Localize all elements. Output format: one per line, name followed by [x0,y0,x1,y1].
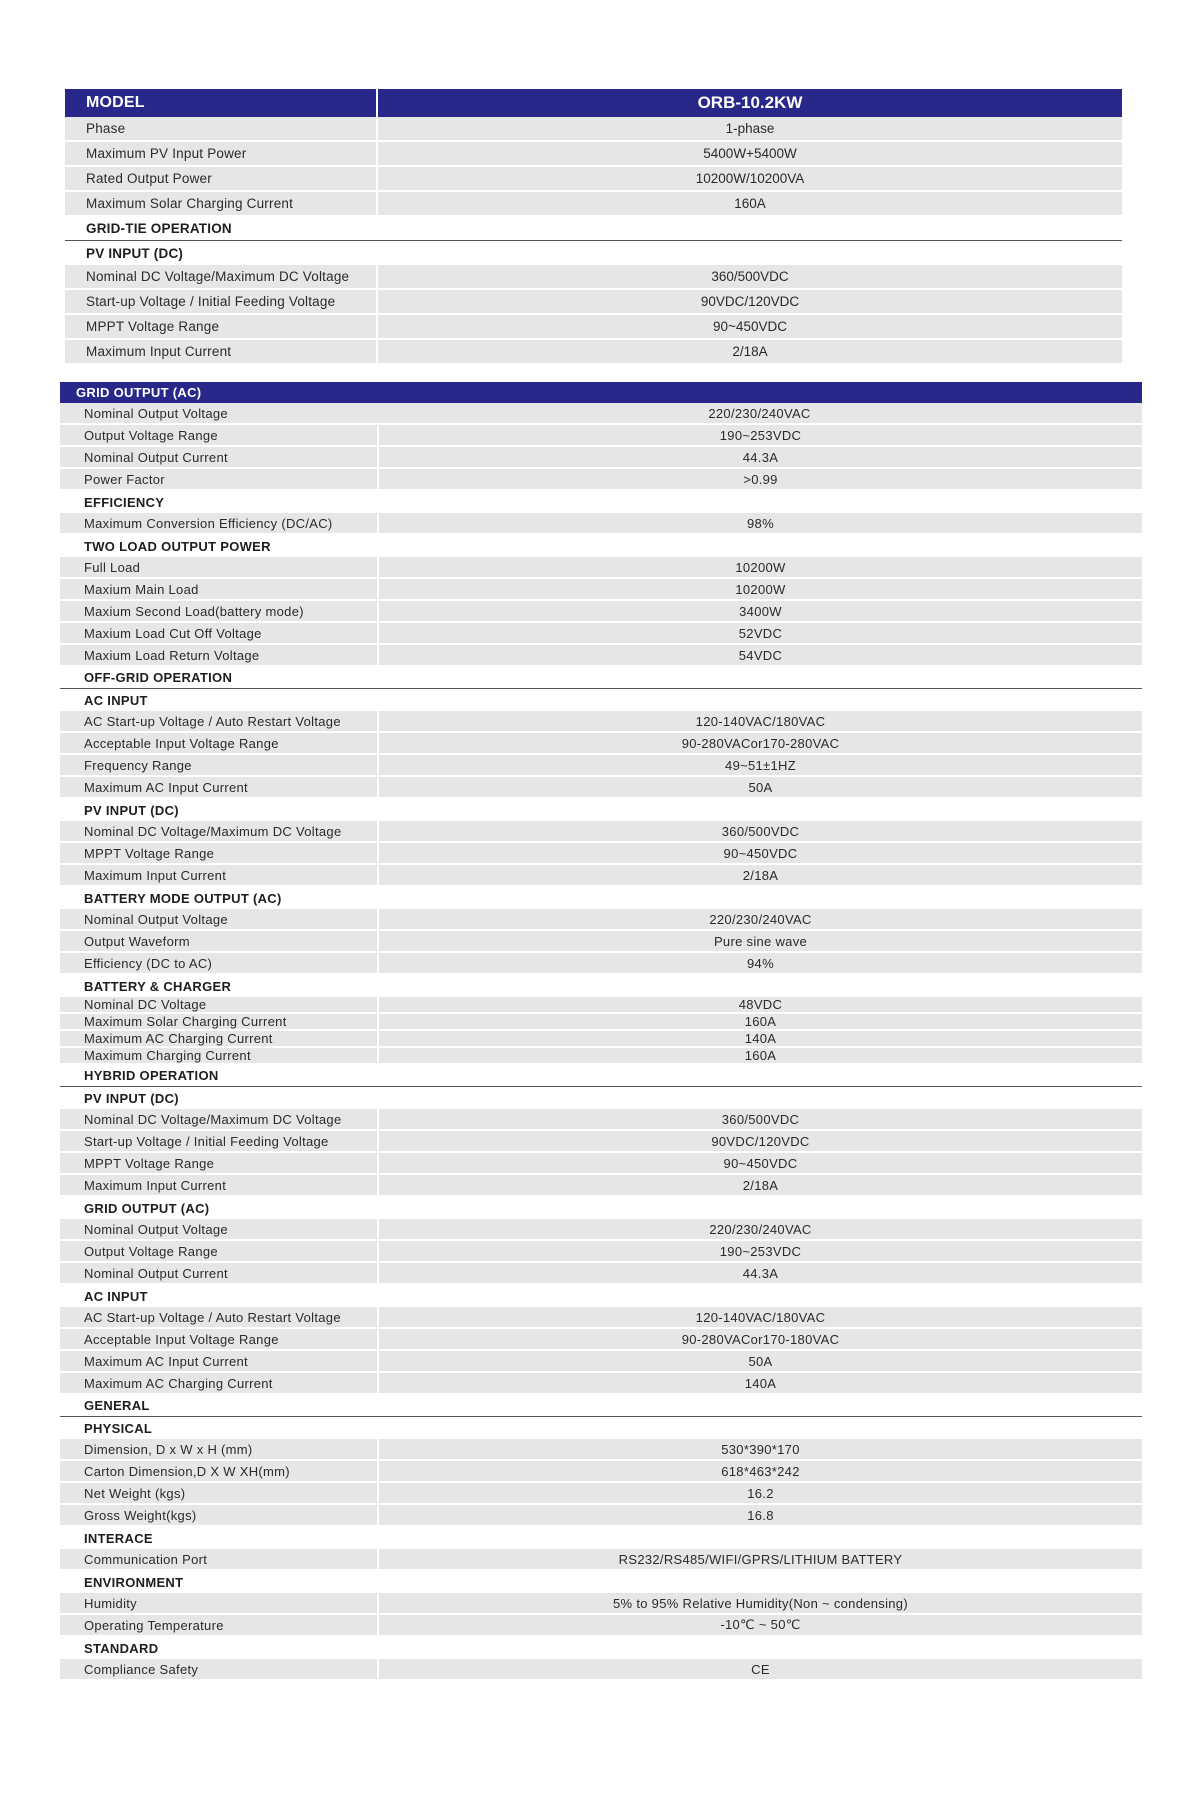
spec-value: 5% to 95% Relative Humidity(Non ~ condensing) [377,1593,1142,1613]
spec-row [60,1031,1142,1048]
spec-label: Maximum AC Charging Current [84,1031,273,1046]
spec-label: MPPT Voltage Range [84,1155,215,1171]
spec-value: 54VDC [377,645,1142,665]
spec-value: 220/230/240VAC [377,909,1142,929]
spec-label: Maxium Load Cut Off Voltage [84,625,262,641]
section-label: HYBRID OPERATION [84,1068,219,1083]
section-heading-pv-input-dc [60,799,1142,821]
spec-label: Nominal Output Current [84,1265,228,1281]
spec-row [60,755,1142,777]
spec-row [60,1373,1142,1395]
spec-label: Nominal Output Voltage [84,1221,228,1237]
section-label: OFF-GRID OPERATION [84,670,233,685]
spec-value: 5400W+5400W [376,142,1122,165]
spec-value: 618*463*242 [377,1461,1142,1481]
section-label: AC INPUT [84,1288,148,1304]
spec-value: >0.99 [377,469,1142,489]
spec-row [60,1439,1142,1461]
spec-label: Humidity [84,1595,137,1611]
spec-value: 10200W/10200VA [376,167,1122,190]
spec-label: Maxium Main Load [84,581,199,597]
spec-row [60,601,1142,623]
spec-row [60,623,1142,645]
spec-row [60,557,1142,579]
spec-label: Carton Dimension,D X W XH(mm) [84,1463,290,1479]
spec-label: AC Start-up Voltage / Auto Restart Voltage [84,1309,341,1325]
spec-label: Net Weight (kgs) [84,1485,186,1501]
section-label: EFFICIENCY [84,494,165,510]
spec-value: 220/230/240VAC [377,1219,1142,1239]
spec-table-operation [60,382,1142,1681]
spec-value: Pure sine wave [377,931,1142,951]
spec-row [65,167,1122,192]
spec-value: 3400W [377,601,1142,621]
spec-label: Maximum Solar Charging Current [84,1014,287,1029]
spec-value: 94% [377,953,1142,973]
spec-label: Nominal Output Voltage [84,405,228,421]
spec-row [60,1329,1142,1351]
spec-label: Communication Port [84,1551,208,1567]
spec-row [65,117,1122,142]
spec-label: MPPT Voltage Range [86,319,220,334]
section-label: PV INPUT (DC) [84,802,179,818]
spec-table-model [65,89,1122,365]
spec-row [60,777,1142,799]
spec-label: Maximum Input Current [84,1177,227,1193]
spec-label: AC Start-up Voltage / Auto Restart Voltage [84,713,341,729]
spec-value: 360/500VDC [377,821,1142,841]
spec-value: 2/18A [377,865,1142,885]
spec-label: Frequency Range [84,757,192,773]
section-label: GRID-TIE OPERATION [86,221,232,236]
spec-value: 120-140VAC/180VAC [377,711,1142,731]
spec-label: Maxium Second Load(battery mode) [84,603,304,619]
spec-label: Power Factor [84,471,165,487]
spec-value: 16.2 [377,1483,1142,1503]
spec-label: Output Voltage Range [84,1243,218,1259]
spec-value: 50A [377,1351,1142,1371]
section-heading-battery-mode-output-ac [60,887,1142,909]
spec-row [60,1153,1142,1175]
spec-label: Full Load [84,559,141,575]
spec-row [60,1219,1142,1241]
spec-value: 160A [377,1048,1142,1063]
spec-row [60,1048,1142,1065]
spec-value: 190~253VDC [377,425,1142,445]
spec-label: Phase [86,121,126,136]
spec-row [60,447,1142,469]
spec-label: Gross Weight(kgs) [84,1507,197,1523]
spec-row [60,1549,1142,1571]
spec-row [60,403,1142,425]
spec-value: 16.8 [377,1505,1142,1525]
spec-value: 190~253VDC [377,1241,1142,1261]
spec-label: Nominal Output Current [84,449,228,465]
spec-row [65,290,1122,315]
spec-value: 44.3A [377,447,1142,467]
spec-row [60,1241,1142,1263]
spec-value: 98% [377,513,1142,533]
section-heading-interace [60,1527,1142,1549]
spec-row [60,1175,1142,1197]
spec-value: 220/230/240VAC [708,405,811,421]
spec-value: 44.3A [377,1263,1142,1283]
section-label: PV INPUT (DC) [86,245,184,261]
spec-label: Start-up Voltage / Initial Feeding Voltage [86,294,336,309]
spec-row [65,142,1122,167]
spec-value: CE [377,1659,1142,1679]
section-label: INTERACE [84,1530,153,1546]
spec-row [60,579,1142,601]
spec-label: Maximum AC Charging Current [84,1375,273,1391]
spec-value: 90~450VDC [377,843,1142,863]
spec-row [60,1109,1142,1131]
spec-label: Output Voltage Range [84,427,218,443]
spec-label: Nominal DC Voltage [84,997,207,1012]
section-label: GENERAL [84,1398,150,1413]
spec-row [60,1351,1142,1373]
spec-label: Maximum Charging Current [84,1048,251,1063]
spec-label: Maximum Input Current [86,344,232,359]
spec-label: Maximum PV Input Power [86,146,247,161]
spec-value: 530*390*170 [377,1439,1142,1459]
spec-row [60,909,1142,931]
section-label: BATTERY & CHARGER [84,978,232,994]
spec-label: Maxium Load Return Voltage [84,647,260,663]
spec-label: Maximum Conversion Efficiency (DC/AC) [84,515,333,531]
spec-value: 48VDC [377,997,1142,1012]
section-label: STANDARD [84,1640,159,1656]
section-heading-grid-output-ac [60,1197,1142,1219]
spec-value: 140A [377,1031,1142,1046]
spec-value: 360/500VDC [377,1109,1142,1129]
spec-label: Maximum Input Current [84,867,227,883]
section-label: BATTERY MODE OUTPUT (AC) [84,890,282,906]
spec-row [60,821,1142,843]
spec-label: MPPT Voltage Range [84,845,215,861]
spec-row [60,953,1142,975]
section-heading-ac-input [60,689,1142,711]
table-header [65,89,1122,117]
spec-label: Rated Output Power [86,171,212,186]
spec-label: Nominal DC Voltage/Maximum DC Voltage [86,269,350,284]
spec-label: Efficiency (DC to AC) [84,955,213,971]
spec-value: 90-280VACor170-280VAC [377,733,1142,753]
section-heading-pv-input-dc [65,241,1122,265]
spec-row [60,1263,1142,1285]
section-label: ENVIRONMENT [84,1574,184,1590]
section-heading-battery-charger [60,975,1142,997]
header-label: GRID OUTPUT (AC) [76,385,202,400]
spec-row [60,1131,1142,1153]
spec-value: 90VDC/120VDC [376,290,1122,313]
spec-value: 1-phase [376,117,1122,140]
spec-value: 360/500VDC [376,265,1122,288]
header-model-value: ORB-10.2KW [376,89,1122,117]
spec-label: Maximum AC Input Current [84,779,248,795]
section-heading-pv-input-dc [60,1087,1142,1109]
spec-value: 140A [377,1373,1142,1393]
spec-value: 10200W [377,557,1142,577]
spec-value: 160A [377,1014,1142,1029]
section-heading-environment [60,1571,1142,1593]
spec-label: Dimension, D x W x H (mm) [84,1441,253,1457]
section-heading-two-load-output-power [60,535,1142,557]
spec-value: 2/18A [376,340,1122,363]
spec-row [65,192,1122,217]
section-heading-standard [60,1637,1142,1659]
spec-label: Start-up Voltage / Initial Feeding Voltage [84,1133,329,1149]
section-heading-off-grid-operation [60,667,1142,689]
spec-row [60,1593,1142,1615]
spec-row [60,513,1142,535]
section-heading-hybrid-operation [60,1065,1142,1087]
spec-label: Maximum AC Input Current [84,1353,248,1369]
spec-value: 2/18A [377,1175,1142,1195]
spec-row [60,1615,1142,1637]
spec-label: Operating Temperature [84,1617,224,1633]
spec-label: Maximum Solar Charging Current [86,196,294,211]
table-header [60,382,1142,403]
spec-row [60,1461,1142,1483]
section-heading-physical [60,1417,1142,1439]
section-label: PHYSICAL [84,1420,153,1436]
spec-label: Nominal DC Voltage/Maximum DC Voltage [84,1111,342,1127]
spec-value: 160A [376,192,1122,215]
spec-value: 90VDC/120VDC [377,1131,1142,1151]
spec-row [65,340,1122,365]
spec-row [60,711,1142,733]
spec-label: Acceptable Input Voltage Range [84,1331,279,1347]
spec-value: 10200W [377,579,1142,599]
spec-row [60,733,1142,755]
spec-value: 50A [377,777,1142,797]
spec-row [65,315,1122,340]
spec-row [60,843,1142,865]
spec-label: Nominal DC Voltage/Maximum DC Voltage [84,823,342,839]
header-label: MODEL [86,94,145,111]
spec-label: Nominal Output Voltage [84,911,228,927]
section-label: PV INPUT (DC) [84,1090,179,1106]
spec-row [60,1014,1142,1031]
spec-label: Acceptable Input Voltage Range [84,735,279,751]
spec-row [60,865,1142,887]
spec-value: 52VDC [377,623,1142,643]
section-heading-ac-input [60,1285,1142,1307]
spec-row [60,1659,1142,1681]
spec-value: 90-280VACor170-180VAC [377,1329,1142,1349]
spec-row [60,469,1142,491]
spec-value: RS232/RS485/WIFI/GPRS/LITHIUM BATTERY [377,1549,1142,1569]
section-heading-grid-tie-operation [65,217,1122,241]
spec-row [60,1307,1142,1329]
section-label: GRID OUTPUT (AC) [84,1200,210,1216]
spec-value: 49~51±1HZ [377,755,1142,775]
section-heading-general [60,1395,1142,1417]
spec-value: -10℃ ~ 50℃ [377,1615,1142,1635]
spec-row [65,265,1122,290]
spec-label: Compliance Safety [84,1661,199,1677]
spec-row [60,997,1142,1014]
spec-value: 90~450VDC [377,1153,1142,1173]
spec-label: Output Waveform [84,933,190,949]
spec-value: 120-140VAC/180VAC [377,1307,1142,1327]
spec-row [60,425,1142,447]
spec-row [60,645,1142,667]
section-heading-efficiency [60,491,1142,513]
spec-row [60,1505,1142,1527]
spec-row [60,1483,1142,1505]
section-label: TWO LOAD OUTPUT POWER [84,538,271,554]
spec-row [60,931,1142,953]
spec-value: 90~450VDC [376,315,1122,338]
section-label: AC INPUT [84,692,148,708]
